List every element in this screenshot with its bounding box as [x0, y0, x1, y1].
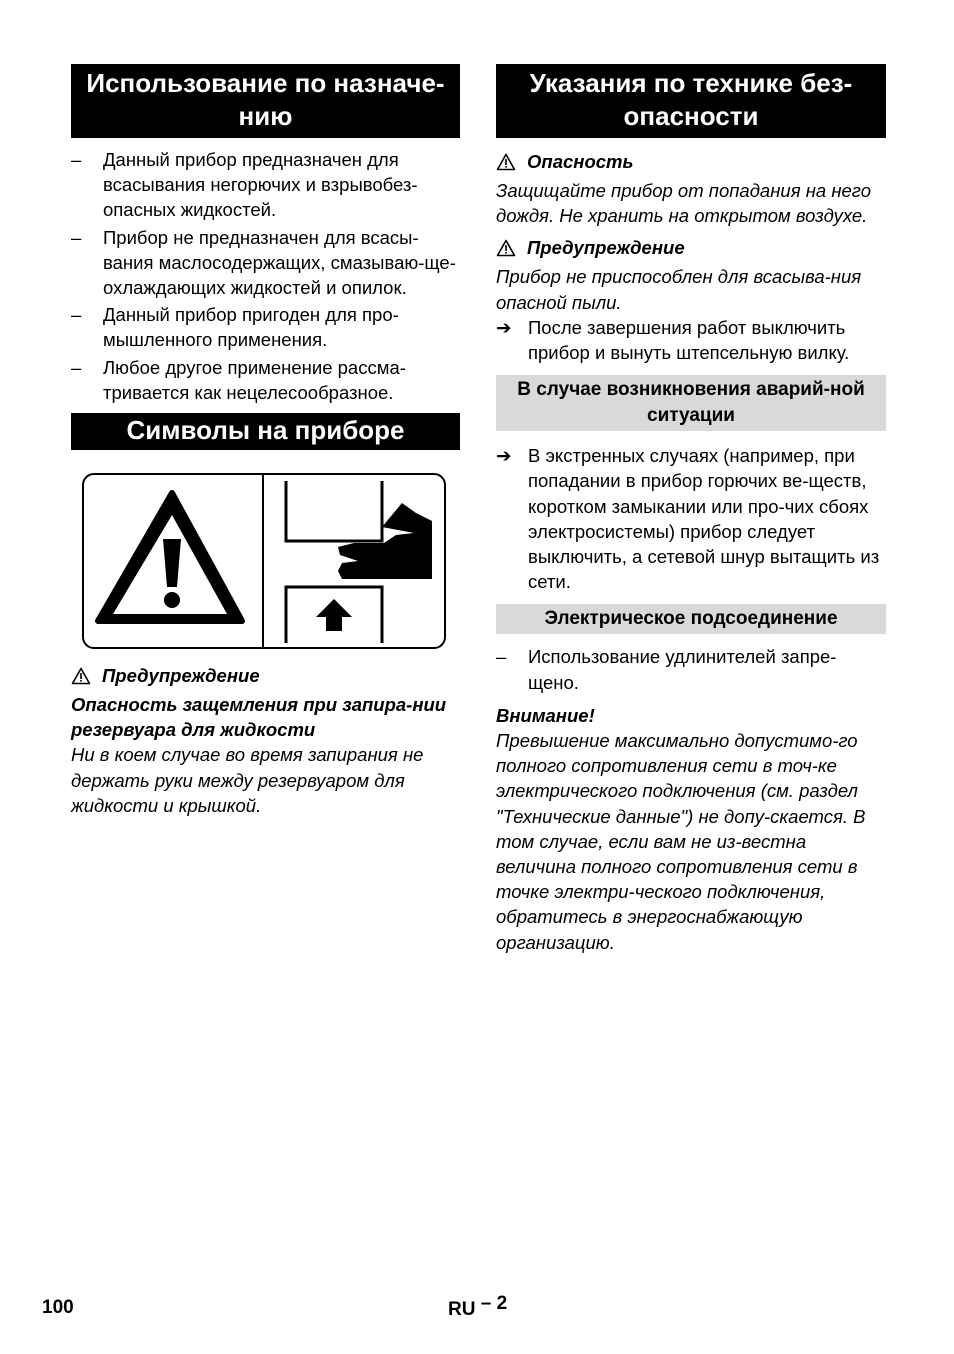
pinch-warning	[71, 663, 460, 818]
list-item: – Прибор не предназначен для всасы-вания маслосодержащих, смазываю-ще-охлаждающих жидкостей и опилок.	[71, 226, 456, 299]
electrical-list	[496, 644, 886, 694]
dust-warning-text: Прибор не приспособлен для всасыва-ния опасной пыли.	[496, 266, 862, 313]
danger-label: Опасность	[527, 151, 634, 172]
attention-text: Превышение максимально допустимо-го полного сопротивления сети в точ-ке электрического подключения (см. раздел "Технические данные") не допу-скается. В том случае, если вам не из-вестна величина полного сопротивления сети в точке электри-ческого подключения, обратитесь в энергоснабжающую организацию.	[496, 730, 866, 953]
danger-block	[496, 149, 886, 228]
warning-triangle-icon	[84, 475, 260, 647]
list-item: – Любое другое применение рассма-тривается как нецелесообразное.	[71, 356, 406, 403]
emergency-heading: В случае возникновения аварий-ной ситуации	[496, 375, 886, 431]
list-item: – Использование удлинителей запре-щено.	[496, 646, 837, 693]
warning-head	[496, 235, 886, 260]
pinch-warning-title: Опасность защемления при запира-нии резервуара для жидкости	[71, 694, 447, 741]
dust-warning-block	[496, 235, 886, 365]
list-item: – Данный прибор пригоден для про-мышленного применения.	[71, 304, 399, 351]
emergency-action: ➔ В экстренных случаях (например, при попадании в прибор горючих ве-ществ, коротком замыкании или про-чих сбоях электросистемы) прибор следует выключить, а сетевой шнур вытащить из сети.	[496, 445, 880, 593]
device-symbols-figure	[82, 473, 446, 649]
usage-list	[71, 147, 460, 405]
warning-triangle-small-icon	[496, 239, 516, 257]
warning-triangle-small-icon	[496, 153, 516, 171]
pinch-warning-text: Ни в коем случае во время запирания не держать руки между резервуаром для жидкости и крышкой.	[71, 744, 424, 816]
usage-heading: Использование по назначе-нию	[71, 64, 460, 138]
footer-lang: RU – 2	[448, 1293, 508, 1320]
arrow-right-icon: ➔	[496, 316, 512, 338]
warning-triangle-small-icon	[71, 667, 91, 685]
left-column	[71, 64, 460, 818]
list-item: – Данный прибор предназначен для всасывания негорючих и взрывобез-опасных жидкостей.	[71, 149, 418, 221]
electrical-heading: Электрическое подсоединение	[496, 604, 886, 634]
warning-head	[71, 663, 460, 688]
danger-text: Защищайте прибор от попадания на него дождя. Не хранить на открытом воздухе.	[496, 180, 871, 227]
warning-label: Предупреждение	[527, 237, 685, 259]
action-item: ➔ После завершения работ выключить прибор и вынуть штепсельную вилку.	[496, 316, 850, 364]
warning-label: Предупреждение	[102, 665, 260, 687]
symbols-heading: Символы на приборе	[71, 413, 460, 450]
arrow-right-icon: ➔	[496, 445, 512, 467]
attention-label: Внимание!	[496, 704, 595, 726]
hand-pinch-icon	[264, 475, 444, 647]
page-number: 100	[42, 1297, 74, 1318]
safety-heading: Указания по технике без-опасности	[496, 64, 886, 138]
right-column	[496, 64, 886, 955]
danger-head	[496, 149, 886, 174]
